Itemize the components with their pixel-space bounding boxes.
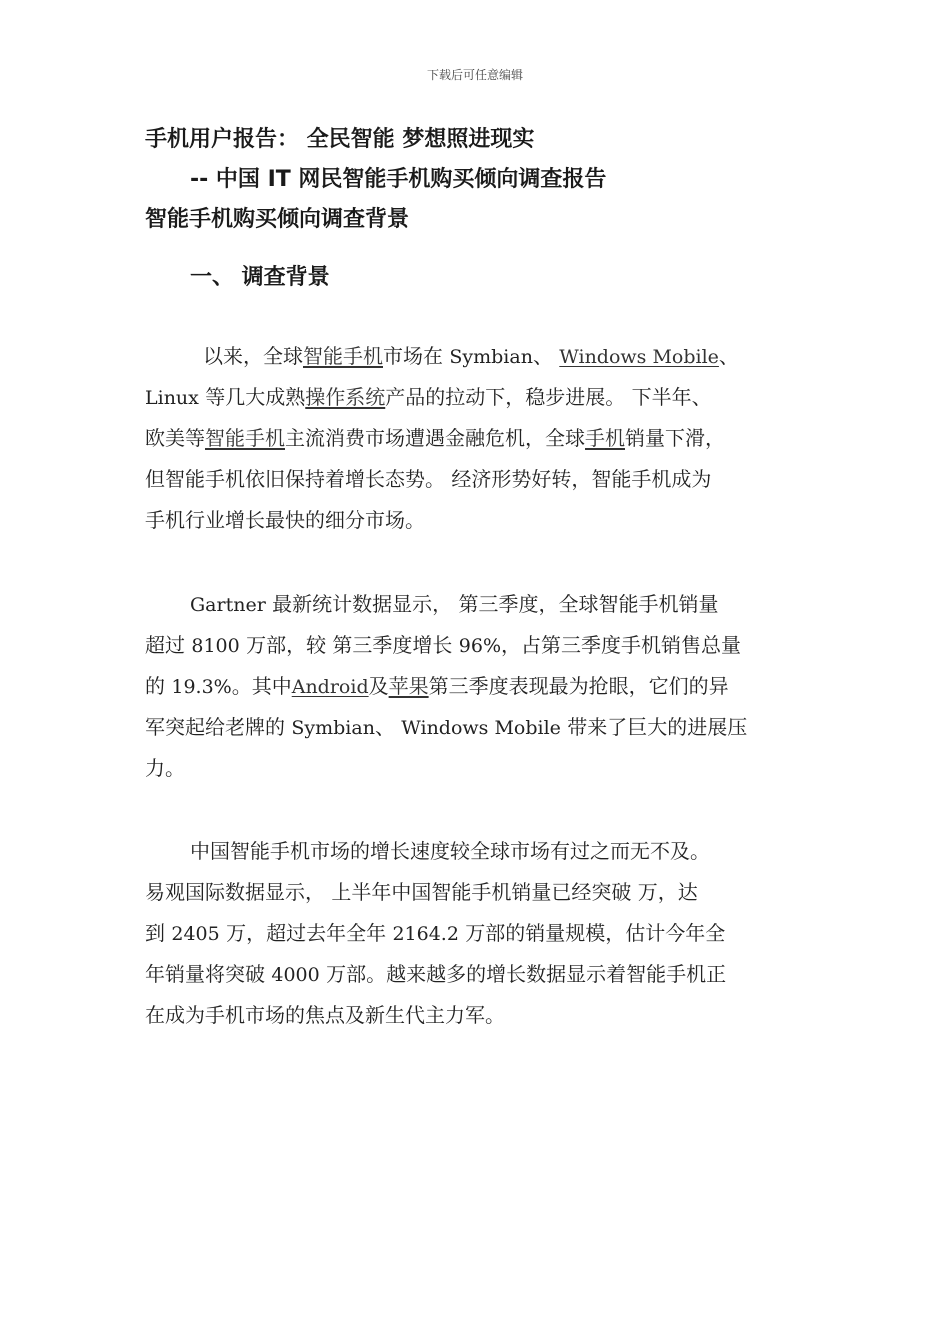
text: 以来，全球 (203, 344, 303, 368)
text: Gartner (190, 594, 266, 616)
paragraph-line: 手机行业增长最快的细分市场。 (145, 508, 425, 532)
text: 的 (145, 674, 172, 698)
paragraph-line (145, 584, 810, 625)
paragraph-line (145, 954, 810, 995)
report-subtitle: -- 中国 IT 网民智能手机购买倾向调查报告 (190, 167, 607, 192)
text: 等几大成熟 (198, 385, 306, 409)
paragraph-2 (145, 584, 810, 789)
paragraph-line (145, 377, 810, 418)
paragraph-line: 易观国际数据显示， 上半年中国智能手机销量已经突破 万，达 (145, 880, 698, 904)
page-header-note: 下载后可任意编辑 (426, 68, 523, 82)
text: 万，超过去年全年 (219, 921, 393, 945)
paragraph-line (145, 913, 810, 954)
text: 96% (458, 635, 502, 657)
text: ，占第三季度手机销售总量 (501, 633, 742, 657)
text: 主流消费市场遭遇金融危机，全球 (285, 426, 585, 450)
text: Linux (145, 387, 199, 409)
link-android[interactable]: Android (291, 676, 369, 698)
text: 2164.2 (392, 923, 459, 945)
text: 军突起给老牌的 (145, 715, 292, 739)
text: 超过 (145, 633, 192, 657)
text: 销量下滑， (625, 426, 725, 450)
text: 年销量将突破 (145, 962, 272, 986)
paragraph-line: 中国智能手机市场的增长速度较全球市场有过之而无不及。 (190, 839, 710, 863)
paragraph-3 (145, 831, 810, 1036)
text: Windows Mobile (401, 717, 561, 739)
text: 最新统计数据显示， 第三季度，全球智能手机销量 (265, 592, 719, 616)
text: 、 (718, 344, 739, 368)
paragraph-line (145, 707, 810, 748)
link-operating-system[interactable]: 操作系统 (305, 385, 386, 409)
paragraph-line (145, 336, 810, 377)
text: 产品的拉动下，稳步进展。 下半年、 (385, 385, 712, 409)
link-smartphone[interactable]: 智能手机 (205, 426, 285, 450)
text: 万部的销量规模，估计今年全 (458, 921, 726, 945)
text: Symbian (449, 346, 533, 368)
paragraph-1 (145, 336, 810, 541)
paragraph-line (145, 625, 810, 666)
section-title: 智能手机购买倾向调查背景 (145, 207, 410, 232)
text: 。其中 (231, 674, 292, 698)
text: 市场在 (383, 344, 450, 368)
text: 8100 (191, 635, 240, 657)
text: 4000 (271, 964, 320, 986)
text: Symbian (291, 717, 375, 739)
text: 19.3% (171, 676, 232, 698)
text: 、 (374, 715, 402, 739)
paragraph-line: 但智能手机依旧保持着增长态势。 经济形势好转，智能手机成为 (145, 467, 712, 491)
link-windows-mobile[interactable]: Windows Mobile (559, 346, 719, 368)
link-apple[interactable]: 苹果 (388, 674, 429, 698)
text: 第三季度表现最为抢眼，它们的异 (428, 674, 729, 698)
link-smartphone[interactable]: 智能手机 (303, 344, 383, 368)
text: 、 (532, 344, 560, 368)
text: 万部，较 第三季度增长 (239, 633, 459, 657)
text: 2405 (171, 923, 220, 945)
heading-survey-background: 一、 调查背景 (190, 265, 330, 290)
link-mobile-phone[interactable]: 手机 (585, 426, 625, 450)
paragraph-line: 在成为手机市场的焦点及新生代主力军。 (145, 1003, 505, 1027)
text: 及 (368, 674, 389, 698)
text: 欧美等 (145, 426, 205, 450)
paragraph-line (145, 418, 810, 459)
text: 到 (145, 921, 172, 945)
paragraph-line: 力。 (145, 756, 185, 780)
text: 万部。越来越多的增长数据显示着智能手机正 (319, 962, 727, 986)
text: 带来了巨大的进展压 (560, 715, 748, 739)
paragraph-line (145, 666, 810, 707)
report-title: 手机用户报告： 全民智能 梦想照进现实 (145, 127, 535, 152)
